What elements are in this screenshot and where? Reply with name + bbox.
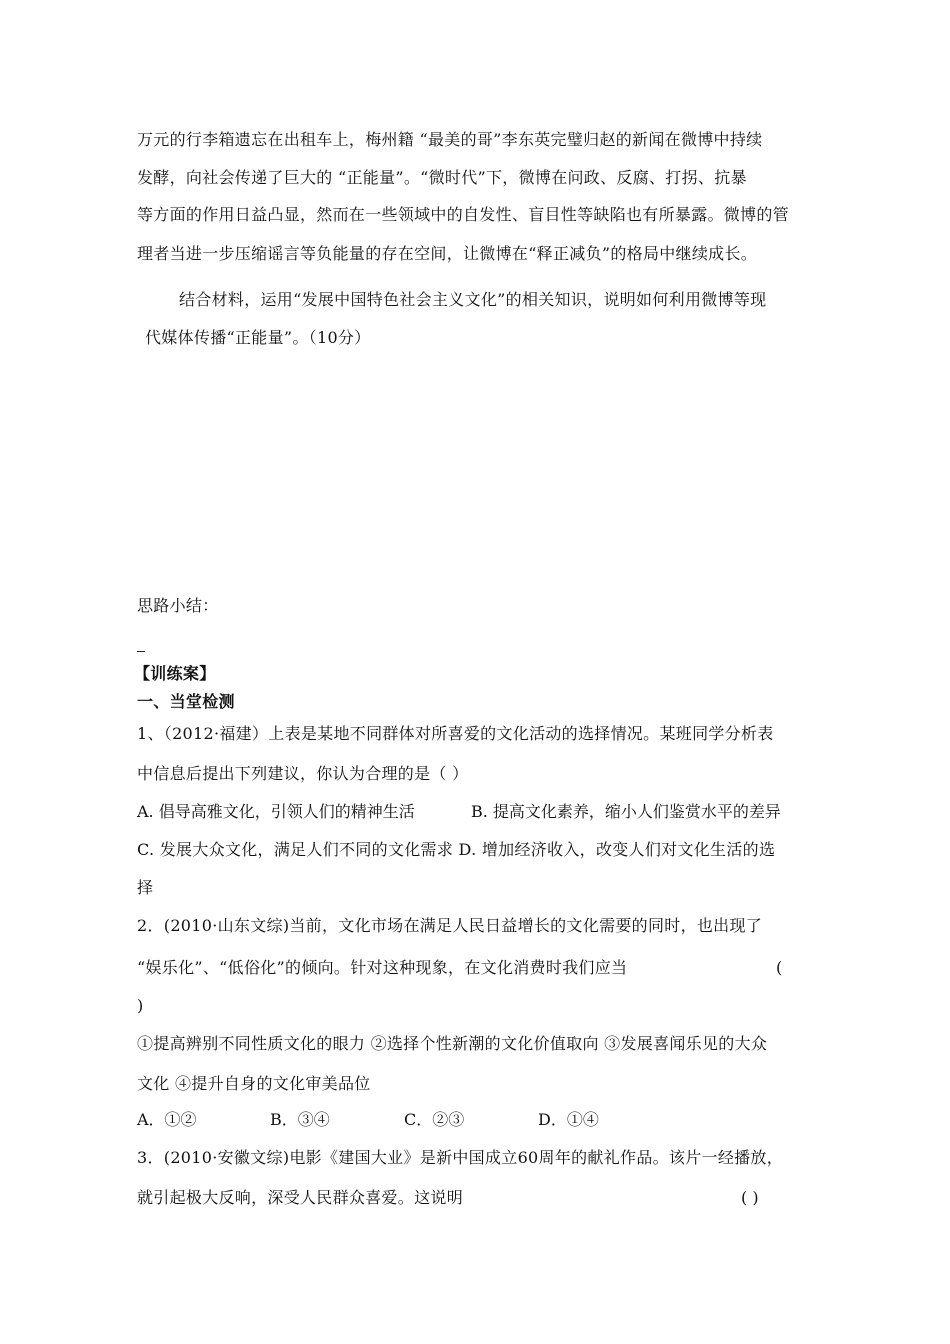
q3-stem-line-1: 3．(2010·安徽文综)电影《建国大业》是新中国成立60周年的献礼作品。该片一经播放， [137, 1148, 784, 1167]
q2-option-a: A．①② [137, 1110, 197, 1129]
q1-option-cd: C. 发展大众文化，满足人们不同的文化需求 D. 增加经济收入，改变人们对文化生活的选 [137, 840, 776, 859]
q1-stem-line-2: 中信息后提出下列建议，你认为合理的是（ ） [137, 764, 469, 783]
section-title-current-test: 一、当堂检测 [137, 692, 235, 711]
q2-items-line-2: 文化 ④提升自身的文化审美品位 [137, 1074, 371, 1093]
q1-option-cd-continued: 择 [137, 878, 154, 897]
question-prompt-line-1: 结合材料，运用“发展中国特色社会主义文化”的相关知识，说明如何利用微博等现 [179, 290, 767, 309]
q2-option-b: B．③④ [270, 1110, 330, 1129]
training-header: 【训练案】 [134, 664, 216, 683]
material-line-1: 万元的行李箱遗忘在出租车上，梅州籍 “最美的哥”李东英完璧归赵的新闻在微博中持续 [137, 130, 763, 149]
q2-option-c: C．②③ [404, 1110, 465, 1129]
material-line-3: 等方面的作用日益凸显，然而在一些领域中的自发性、盲目性等缺陷也有所暴露。微博的管 [137, 205, 790, 224]
q1-stem-line-1: 1、（2012·福建）上表是某地不同群体对所喜爱的文化活动的选择情况。某班同学分析表 [137, 724, 774, 743]
q3-stem-line-2: 就引起极大反响，深受人民群众喜爱。这说明 [137, 1188, 464, 1207]
q2-answer-paren-open: ( [776, 958, 783, 977]
q1-option-a: A. 倡导高雅文化，引领人们的精神生活 [137, 802, 415, 821]
text-cursor-mark [137, 651, 145, 652]
material-line-4: 理者当进一步压缩谣言等负能量的存在空间，让微博在“释正减负”的格局中继续成长。 [137, 244, 758, 263]
summary-label: 思路小结： [137, 596, 219, 615]
q2-option-d: D．①④ [538, 1110, 599, 1129]
q2-stem-line-2: “娱乐化”、“低俗化”的倾向。针对这种现象，在文化消费时我们应当 [137, 958, 628, 977]
material-line-2: 发酵，向社会传递了巨大的 “正能量”。“微时代”下，微博在问政、反腐、打拐、抗暴 [137, 168, 747, 187]
q2-answer-paren-close: ) [137, 996, 144, 1015]
question-prompt-line-2: 代媒体传播“正能量”。（10分） [145, 328, 371, 347]
q2-items-line-1: ①提高辨别不同性质文化的眼力 ②选择个性新潮的文化价值取向 ③发展喜闻乐见的大众 [137, 1034, 768, 1053]
q2-stem-line-1: 2．(2010·山东文综)当前，文化市场在满足人民日益增长的文化需要的同时，也出现了 [137, 916, 763, 935]
q1-option-b: B. 提高文化素养，缩小人们鉴赏水平的差异 [471, 802, 781, 821]
q3-answer-paren: ( ) [741, 1188, 759, 1207]
